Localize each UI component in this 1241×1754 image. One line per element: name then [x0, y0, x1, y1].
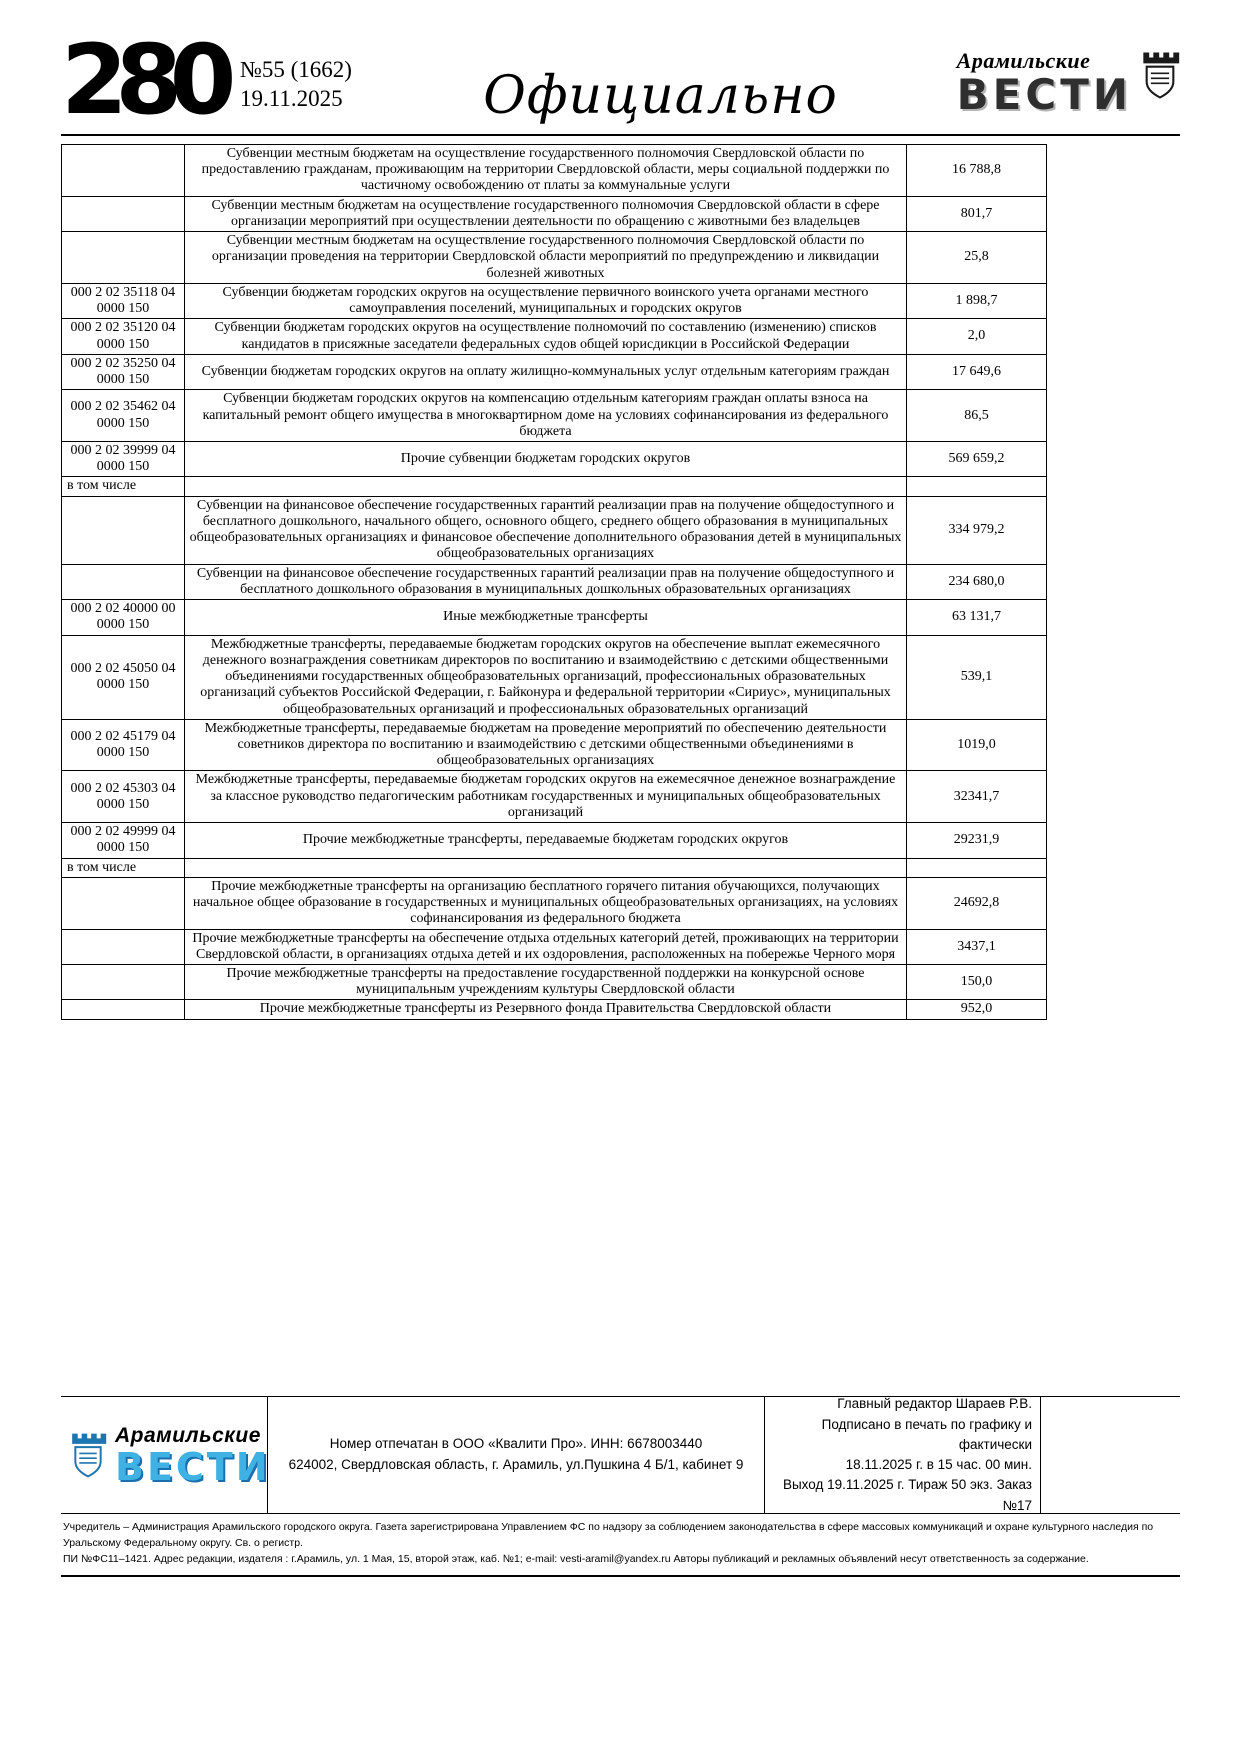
coat-of-arms-icon: [69, 1429, 107, 1481]
amount-cell: 801,7: [907, 196, 1047, 231]
amount-cell: [907, 858, 1047, 877]
page-number: 280: [61, 24, 224, 136]
footer-brand-name-bottom: ВЕСТИ: [115, 1445, 271, 1489]
editor-name: Главный редактор Шараев Р.В.: [837, 1396, 1032, 1412]
legal-notice: [61, 1514, 1180, 1577]
table-row: [62, 319, 1047, 354]
colophon-box: [61, 1396, 1180, 1514]
amount-cell: 17 649,6: [907, 354, 1047, 389]
code-cell: [62, 496, 185, 564]
amount-cell: 63 131,7: [907, 600, 1047, 635]
code-cell: [62, 145, 185, 197]
issue-number: №55 (1662): [239, 57, 352, 82]
desc-cell: Прочие межбюджетные трансферты, передаваемые бюджетам городских округов: [184, 823, 906, 858]
desc-cell: Субвенции местным бюджетам на осуществление государственного полномочия Свердловской области по организации проведения на территории Свердловской области мероприятий по предупреждению и ликвидации болезней животных: [184, 232, 906, 284]
code-cell: в том числе: [62, 477, 185, 496]
print-info-line: Номер отпечатан в ООО «Квалити Про». ИНН: 6678003440: [329, 1436, 703, 1452]
footer-brand-text: [115, 1424, 271, 1489]
masthead: [61, 24, 1180, 136]
legal-line: Учредитель – Администрация Арамильского городского округа. Газета зарегистрирована Управлением ФС по надзору за соблюдением законодательства в сфере массовых коммуникаций и охране культурного наследия по Уральскому Федеральному округу. Св. о регистр.: [63, 1521, 1154, 1549]
table-row: [62, 1000, 1047, 1019]
desc-cell: Прочие субвенции бюджетам городских округов: [184, 441, 906, 476]
code-cell: 000 2 02 49999 04 0000 150: [62, 823, 185, 858]
amount-cell: 1 898,7: [907, 283, 1047, 318]
amount-cell: 569 659,2: [907, 441, 1047, 476]
amount-cell: 3437,1: [907, 929, 1047, 964]
code-cell: [62, 1000, 185, 1019]
amount-cell: 2,0: [907, 319, 1047, 354]
colophon: [61, 1396, 1180, 1577]
desc-cell: Прочие межбюджетные трансферты на организацию бесплатного горячего питания обучающихся, получающих начальное общее образование в государственных и муниципальных общеобразовательных организациях, на условиях софинансирования из федерального бюджета: [184, 877, 906, 929]
desc-cell: Прочие межбюджетные трансферты на предоставление государственной поддержки на конкурсной основе муниципальным учреждениям культуры Свердловской области: [184, 965, 906, 1000]
code-cell: [62, 929, 185, 964]
code-cell: 000 2 02 35118 04 0000 150: [62, 283, 185, 318]
masthead-left: [61, 24, 391, 136]
table-row: [62, 232, 1047, 284]
code-cell: 000 2 02 45050 04 0000 150: [62, 635, 185, 719]
editor-info: [765, 1397, 1041, 1513]
brand-name-bottom: ВЕСТИ: [956, 70, 1132, 119]
desc-cell: Субвенции на финансовое обеспечение государственных гарантий реализации прав на получение общедоступного и бесплатного дошкольного, начального общего, основного общего, среднего общего образования в муниципальных общеобразовательных организациях и финансовое обеспечение дополнительного образования детей в муниципальных общеобразовательных организациях: [184, 496, 906, 564]
table-row: [62, 196, 1047, 231]
amount-cell: 539,1: [907, 635, 1047, 719]
amount-cell: 25,8: [907, 232, 1047, 284]
code-cell: 000 2 02 45179 04 0000 150: [62, 719, 185, 771]
desc-cell: Субвенции на финансовое обеспечение государственных гарантий реализации прав на получение общедоступного и бесплатного дошкольного образования в муниципальных дошкольных образовательных организациях: [184, 564, 906, 599]
print-info: [268, 1397, 765, 1513]
code-cell: в том числе: [62, 858, 185, 877]
amount-cell: [907, 477, 1047, 496]
amount-cell: 86,5: [907, 390, 1047, 442]
editor-info-line: 18.11.2025 г. в 15 час. 00 мин.: [845, 1457, 1032, 1472]
amount-cell: 150,0: [907, 965, 1047, 1000]
section-title: Официально: [483, 66, 838, 126]
code-cell: 000 2 02 35462 04 0000 150: [62, 390, 185, 442]
table-row: [62, 600, 1047, 635]
desc-cell: Межбюджетные трансферты, передаваемые бюджетам на проведение мероприятий по обеспечению деятельности советников директора по воспитанию и взаимодействию с детскими общественными объединениями в общеобразовательных организациях: [184, 719, 906, 771]
amount-cell: 952,0: [907, 1000, 1047, 1019]
code-cell: [62, 965, 185, 1000]
brand-logo: [930, 40, 1180, 119]
issue-date: 19.11.2025: [239, 85, 343, 111]
desc-cell: Субвенции местным бюджетам на осуществление государственного полномочия Свердловской области в сфере организации мероприятий при осуществлении деятельности по обращению с животными без владельцев: [184, 196, 906, 231]
table-row: [62, 771, 1047, 823]
table-row: [62, 477, 1047, 496]
desc-cell: [184, 477, 906, 496]
table-row: [62, 441, 1047, 476]
editor-info-line: Выход 19.11.2025 г. Тираж 50 экз. Заказ №17: [782, 1477, 1032, 1513]
amount-cell: 1019,0: [907, 719, 1047, 771]
brand-name-top: Арамильские: [956, 48, 1091, 73]
editor-info-line: Подписано в печать по графику и фактически: [821, 1416, 1032, 1452]
code-cell: 000 2 02 35250 04 0000 150: [62, 354, 185, 389]
amount-cell: 24692,8: [907, 877, 1047, 929]
table-row: [62, 929, 1047, 964]
code-cell: 000 2 02 45303 04 0000 150: [62, 771, 185, 823]
code-cell: 000 2 02 39999 04 0000 150: [62, 441, 185, 476]
desc-cell: Межбюджетные трансферты, передаваемые бюджетам городских округов на обеспечение выплат ежемесячного денежного вознаграждения советникам директоров по воспитанию и взаимодействию с детскими общественными объединениями государственных общеобразовательных организаций, профессиональных образовательных организаций субъектов Российской Федерации, г. Байконура и федеральной территории «Сириус», муниципальных общеобразовательных организаций и профессиональных образовательных организаций: [184, 635, 906, 719]
code-cell: [62, 232, 185, 284]
table-row: [62, 145, 1047, 197]
amount-cell: 32341,7: [907, 771, 1047, 823]
amount-cell: 16 788,8: [907, 145, 1047, 197]
table-row: [62, 877, 1047, 929]
amount-cell: 29231,9: [907, 823, 1047, 858]
header-divider: [61, 134, 1180, 136]
issue-block: [240, 40, 352, 114]
budget-table-body: [62, 145, 1047, 1020]
desc-cell: Субвенции бюджетам городских округов на оплату жилищно-коммунальных услуг отдельным категориям граждан: [184, 354, 906, 389]
table-row: [62, 965, 1047, 1000]
footer-brand-name-top: Арамильские: [115, 1424, 261, 1447]
table-row: [62, 564, 1047, 599]
footer-brand-logo: [61, 1397, 271, 1513]
table-row: [62, 719, 1047, 771]
desc-cell: Межбюджетные трансферты, передаваемые бюджетам городских округов на ежемесячное денежное вознаграждение за классное руководство педагогическим работникам государственных и муниципальных общеобразовательных организаций: [184, 771, 906, 823]
desc-cell: [184, 858, 906, 877]
print-info-line: 624002, Свердловская область, г. Арамиль, ул.Пушкина 4 Б/1, кабинет 9: [288, 1457, 744, 1472]
code-cell: [62, 564, 185, 599]
desc-cell: Субвенции бюджетам городских округов на осуществление полномочий по составлению (изменению) списков кандидатов в присяжные заседатели федеральных судов общей юрисдикции в Российской Федерации: [184, 319, 906, 354]
table-row: [62, 635, 1047, 719]
desc-cell: Прочие межбюджетные трансферты из Резервного фонда Правительства Свердловской области: [184, 1000, 906, 1019]
table-row: [62, 823, 1047, 858]
table-row: [62, 858, 1047, 877]
coat-of-arms-icon: [1140, 48, 1180, 102]
desc-cell: Субвенции бюджетам городских округов на осуществление первичного воинского учета органами местного самоуправления поселений, муниципальных и городских округов: [184, 283, 906, 318]
table-row: [62, 283, 1047, 318]
code-cell: [62, 196, 185, 231]
desc-cell: Субвенции бюджетам городских округов на компенсацию отдельным категориям граждан оплаты взноса на капитальный ремонт общего имущества в многоквартирном доме на условиях софинансирования из федерального бюджета: [184, 390, 906, 442]
budget-table: [61, 144, 1047, 1020]
table-row: [62, 390, 1047, 442]
code-cell: 000 2 02 35120 04 0000 150: [62, 319, 185, 354]
table-row: [62, 354, 1047, 389]
brand-text: [956, 48, 1132, 119]
legal-line: ПИ №ФС11–1421. Адрес редакции, издателя : г.Арамиль, ул. 1 Мая, 15, второй этаж, каб. №1; e-mail: vesti-aramil@yandex.ru Авторы публикаций и рекламных объявлений несут ответственность за содержание.: [63, 1552, 1089, 1565]
table-row: [62, 496, 1047, 564]
code-cell: [62, 877, 185, 929]
amount-cell: 234 680,0: [907, 564, 1047, 599]
desc-cell: Субвенции местным бюджетам на осуществление государственного полномочия Свердловской области по предоставлению гражданам, проживающим на территории Свердловской области, меры социальной поддержки по частичному освобождению от платы за коммунальные услуги: [184, 145, 906, 197]
code-cell: 000 2 02 40000 00 0000 150: [62, 600, 185, 635]
desc-cell: Иные межбюджетные трансферты: [184, 600, 906, 635]
colophon-spacer: [1041, 1397, 1180, 1513]
amount-cell: 334 979,2: [907, 496, 1047, 564]
desc-cell: Прочие межбюджетные трансферты на обеспечение отдыха отдельных категорий детей, проживающих на территории Свердловской области, в организациях отдыха детей и их оздоровления, расположенных на побережье Черного моря: [184, 929, 906, 964]
